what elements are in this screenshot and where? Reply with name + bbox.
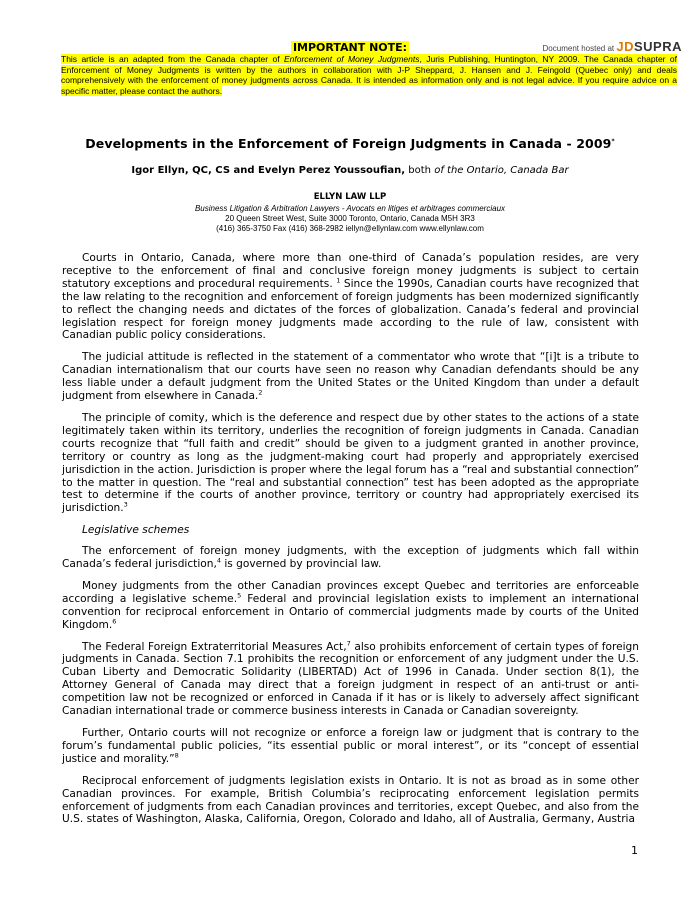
hosted-label: Document hosted at: [542, 44, 617, 53]
paragraph-2: The judicial attitude is reflected in the statement of a commentator who wrote that “[i]t is a tribute to Canadian internationalism that our courts have seen no reason why Canadian defendants should be any less liable under a default judgment from the United States or the United Kingdom than under a default judgment from elsewhere in Canada.$^2$: [62, 351, 639, 403]
footnote-ref-8[interactable]: 8: [174, 751, 179, 760]
important-note-heading: IMPORTANT NOTE:: [292, 41, 408, 54]
firm-name: ELLYN LAW LLP: [313, 192, 387, 202]
paragraph-6: The Federal Foreign Extraterritorial Measures Act,$^7$ also prohibits enforcement of certain types of foreign judgments in Canada. Section 7.1 prohibits the recognition or enforcement of any judgment under the U.S. Cuban Liberty and Democratic Solidarity (LIBERTAD) Act of 1996 in Canada. Under section 8(1), the Attorney General of Canada may direct that a foreign judgment in respect of an anti-trust or anti-competition law not be recognized or enforced in Canada if it has or is likely to adversely affect significant Canadian international trade or commerce business interests in Canada or Canadian sovereignty.: [62, 639, 639, 718]
author-bar: of the Ontario, Canada Bar: [434, 165, 569, 176]
document-title: Developments in the Enforcement of Foreign Judgments in Canada - 2009*: [85, 136, 615, 151]
paragraph-5: Money judgments from the other Canadian provinces except Quebec and territories are enforceable according a legislative scheme.$^5$ Federal and provincial legislation exists to implement an international convention for reciprocal enforcement in Ontario of commercial judgments made by courts of the United Kingdom.$^6$: [62, 579, 639, 631]
firm-details: [0, 204, 700, 234]
footnote-ref-1[interactable]: 1: [336, 276, 341, 285]
firm-contact: (416) 365-3750 Fax (416) 368-2982 iellyn@ellynlaw.com www.ellynlaw.com: [216, 224, 484, 233]
paragraph-1: Courts in Ontario, Canada, where more than one-third of Canada’s population resides, are very receptive to the enforcement of final and conclusive foreign money judgments is subject to certain statutory exceptions and procedural requirements. $^1$ Since the 1990s, Canadian courts have recognized that the law relating to the recognition and enforcement of foreign judgments has been modernized significantly to reflect the changing needs and dictates of the forces of globalization. Canada’s federal and provincial legislation respect for foreign money judgments made according to the rule of law, consistent with Canadian public policy considerations.: [62, 252, 640, 342]
jdsupra-logo: JDSUPRA: [616, 39, 682, 54]
page-number: 1: [631, 844, 638, 857]
firm-address: 20 Queen Street West, Suite 3000 Toronto, Ontario, Canada M5H 3R3: [225, 214, 475, 223]
section-heading-legislative-schemes: Legislative schemes: [82, 524, 190, 537]
footnote-ref-2[interactable]: 2: [258, 388, 263, 397]
author-names: Igor Ellyn, QC, CS and Evelyn Perez Youssoufian,: [131, 165, 406, 176]
paragraph-7: Further, Ontario courts will not recognize or enforce a foreign law or judgment that is contrary to the forum’s fundamental public policies, “its essential public or moral interest”, or its “concept of essential justice and morality.”$^8$: [62, 727, 639, 765]
paragraph-4: The enforcement of foreign money judgments, with the exception of judgments which fall within Canada’s federal jurisdiction,$^4$ is governed by provincial law.: [62, 545, 639, 571]
footnote-ref-3[interactable]: 3: [123, 500, 128, 509]
footnote-ref-5[interactable]: 5: [237, 591, 242, 600]
firm-tagline: Business Litigation & Arbitration Lawyers - Avocats en litiges et arbitrages commerciaux: [194, 204, 506, 213]
footnote-ref-4[interactable]: 4: [216, 556, 221, 565]
important-note-body: This article is an adapted from the Canada chapter of Enforcement of Money Judgments, Juris Publishing, Huntington, NY 2009. The Canada chapter of Enforcement of Money Judgments is written by the authors in collaboration with J-P Sheppard, J. Hansen and J. Feingold (Quebec only) and deals comprehensively with the enforcement of money judgments across Canada. It is intended as information only and is not legal advice. If you require advice on a specific matter, please contact the authors.: [61, 54, 677, 96]
paragraph-3: The principle of comity, which is the deference and respect due by other states to the actions of a state legitimately taken within its territory, underlies the recognition of foreign judgments in Canada. Canadian courts recognize that “full faith and credit” should be given to a judgment granted in another province, territory or country as long as the judgment-making court had properly and appropriately exercised jurisdiction in the action. Jurisdiction is proper where the legal forum has a “real and substantial connection” to the matter in question. The “real and substantial connection” test has been adopted as the appropriate test to determine if the courts of another province, territory or country had appropriately exercised its jurisdiction.$^3$: [62, 411, 639, 515]
footnote-ref-7[interactable]: 7: [346, 639, 351, 648]
article-body: [62, 252, 639, 835]
paragraph-8: Reciprocal enforcement of judgments legislation exists in Ontario. It is not as broad as in some other Canadian provinces. For example, British Columbia’s reciprocating enforcement legislation permits enforcement of judgments from each Canadian provinces and territories, except Quebec, and also from the U.S. states of Washington, Alaska, California, Oregon, Colorado and Idaho, all of Australia, Germany, Austria: [62, 774, 639, 826]
footnote-ref-6[interactable]: 6: [112, 617, 117, 626]
authors-line: Igor Ellyn, QC, CS and Evelyn Perez Youssoufian, both of the Ontario, Canada Bar: [131, 165, 569, 176]
title-footnote-mark: *: [611, 137, 615, 145]
